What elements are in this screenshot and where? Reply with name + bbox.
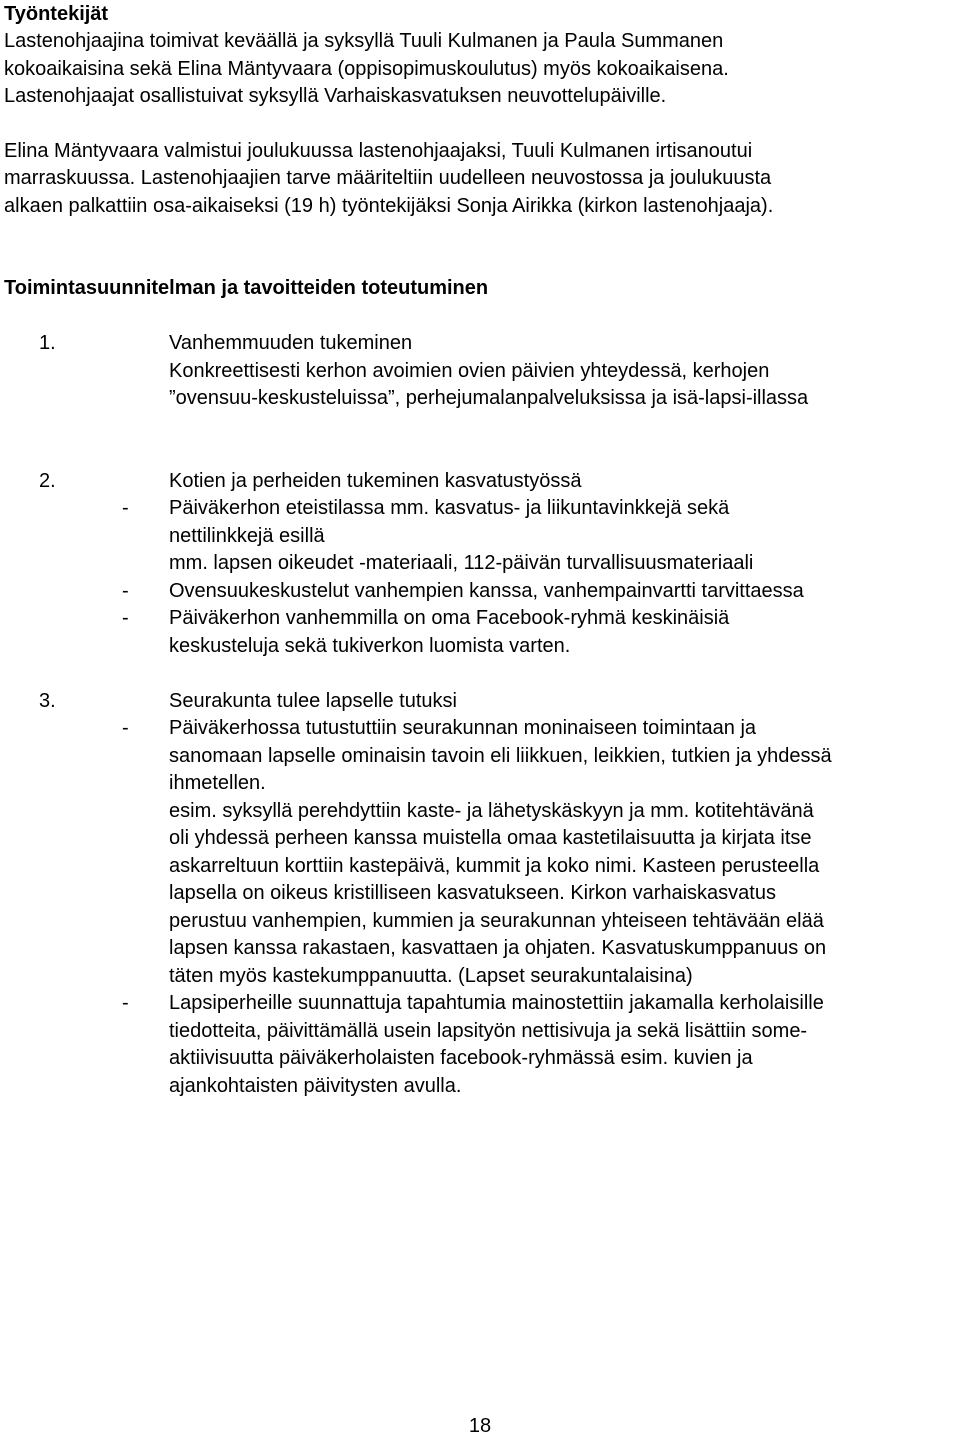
bullet-line: ajankohtaisten päivitysten avulla.: [169, 1075, 462, 1097]
bullet-line: esim. syksyllä perehdyttiin kaste- ja lähetyskäskyyn ja mm. kotitehtävänä: [169, 800, 814, 822]
bullet-line: nettilinkkejä esillä: [169, 525, 325, 547]
bullet-dash: -: [122, 717, 129, 739]
item-number: 2.: [39, 470, 56, 492]
item-title: Seurakunta tulee lapselle tutuksi: [169, 690, 457, 712]
item-title: Kotien ja perheiden tukeminen kasvatustyössä: [169, 470, 582, 492]
bullet-line: Päiväkerhon eteistilassa mm. kasvatus- ja liikuntavinkkejä sekä: [169, 497, 730, 519]
bullet-line: Lapsiperheille suunnattuja tapahtumia mainostettiin jakamalla kerholaisille: [169, 992, 824, 1014]
heading-employees: Työntekijät: [4, 3, 109, 25]
paragraph-line: kokoaikaisina sekä Elina Mäntyvaara (oppisopimuskoulutus) myös kokoaikaisena.: [4, 58, 729, 80]
bullet-line: keskusteluja sekä tukiverkon luomista varten.: [169, 635, 571, 657]
item-title: Vanhemmuuden tukeminen: [169, 332, 413, 354]
bullet-line: sanomaan lapselle ominaisin tavoin eli liikkuen, leikkien, tutkien ja yhdessä: [169, 745, 832, 767]
item-line: ”ovensuu-keskusteluissa”, perhejumalanpalveluksissa ja isä-lapsi-illassa: [169, 387, 809, 409]
bullet-dash: -: [122, 497, 129, 519]
paragraph-line: alkaen palkattiin osa-aikaiseksi (19 h) työntekijäksi Sonja Airikka (kirkon lastenohjaaja).: [4, 195, 774, 217]
bullet-line: oli yhdessä perheen kanssa muistella omaa kastetilaisuutta ja kirjata itse: [169, 827, 812, 849]
page-number: 18: [468, 1415, 492, 1437]
bullet-line: aktiivisuutta päiväkerholaisten facebook-ryhmässä esim. kuvien ja: [169, 1047, 753, 1069]
bullet-line: lapsen kanssa rakastaen, kasvattaen ja ohjaten. Kasvatuskumppanuus on: [169, 937, 827, 959]
paragraph-line: marraskuussa. Lastenohjaajien tarve määriteltiin uudelleen neuvostossa ja joulukuusta: [4, 167, 772, 189]
bullet-line: askarreltuun korttiin kastepäivä, kummit ja koko nimi. Kasteen perusteella: [169, 855, 820, 877]
bullet-line: lapsella on oikeus kristilliseen kasvatukseen. Kirkon varhaiskasvatus: [169, 882, 776, 904]
bullet-dash: -: [122, 992, 129, 1014]
bullet-line: Päiväkerhon vanhemmilla on oma Facebook-ryhmä keskinäisiä: [169, 607, 730, 629]
paragraph-line: Lastenohjaajina toimivat keväällä ja syksyllä Tuuli Kulmanen ja Paula Summanen: [4, 30, 724, 52]
bullet-line: perustuu vanhempien, kummien ja seurakunnan yhteiseen tehtävään elää: [169, 910, 824, 932]
item-line: Konkreettisesti kerhon avoimien ovien päivien yhteydessä, kerhojen: [169, 360, 770, 382]
item-number: 1.: [39, 332, 56, 354]
item-number: 3.: [39, 690, 56, 712]
bullet-line: Päiväkerhossa tutustuttiin seurakunnan moninaiseen toimintaan ja: [169, 717, 757, 739]
bullet-line: tiedotteita, päivittämällä usein lapsityön nettisivuja ja sekä lisättiin some-: [169, 1020, 808, 1042]
bullet-line: täten myös kastekumppanuutta. (Lapset seurakuntalaisina): [169, 965, 693, 987]
bullet-dash: -: [122, 607, 129, 629]
bullet-dash: -: [122, 580, 129, 602]
bullet-line: mm. lapsen oikeudet -materiaali, 112-päivän turvallisuusmateriaali: [169, 552, 754, 574]
bullet-line: Ovensuukeskustelut vanhempien kanssa, vanhempainvartti tarvittaessa: [169, 580, 804, 602]
paragraph-line: Elina Mäntyvaara valmistui joulukuussa lastenohjaajaksi, Tuuli Kulmanen irtisanoutui: [4, 140, 753, 162]
heading-plan-realization: Toimintasuunnitelman ja tavoitteiden toteutuminen: [4, 277, 489, 299]
bullet-line: ihmetellen.: [169, 772, 266, 794]
paragraph-line: Lastenohjaajat osallistuivat syksyllä Varhaiskasvatuksen neuvottelupäiville.: [4, 85, 667, 107]
